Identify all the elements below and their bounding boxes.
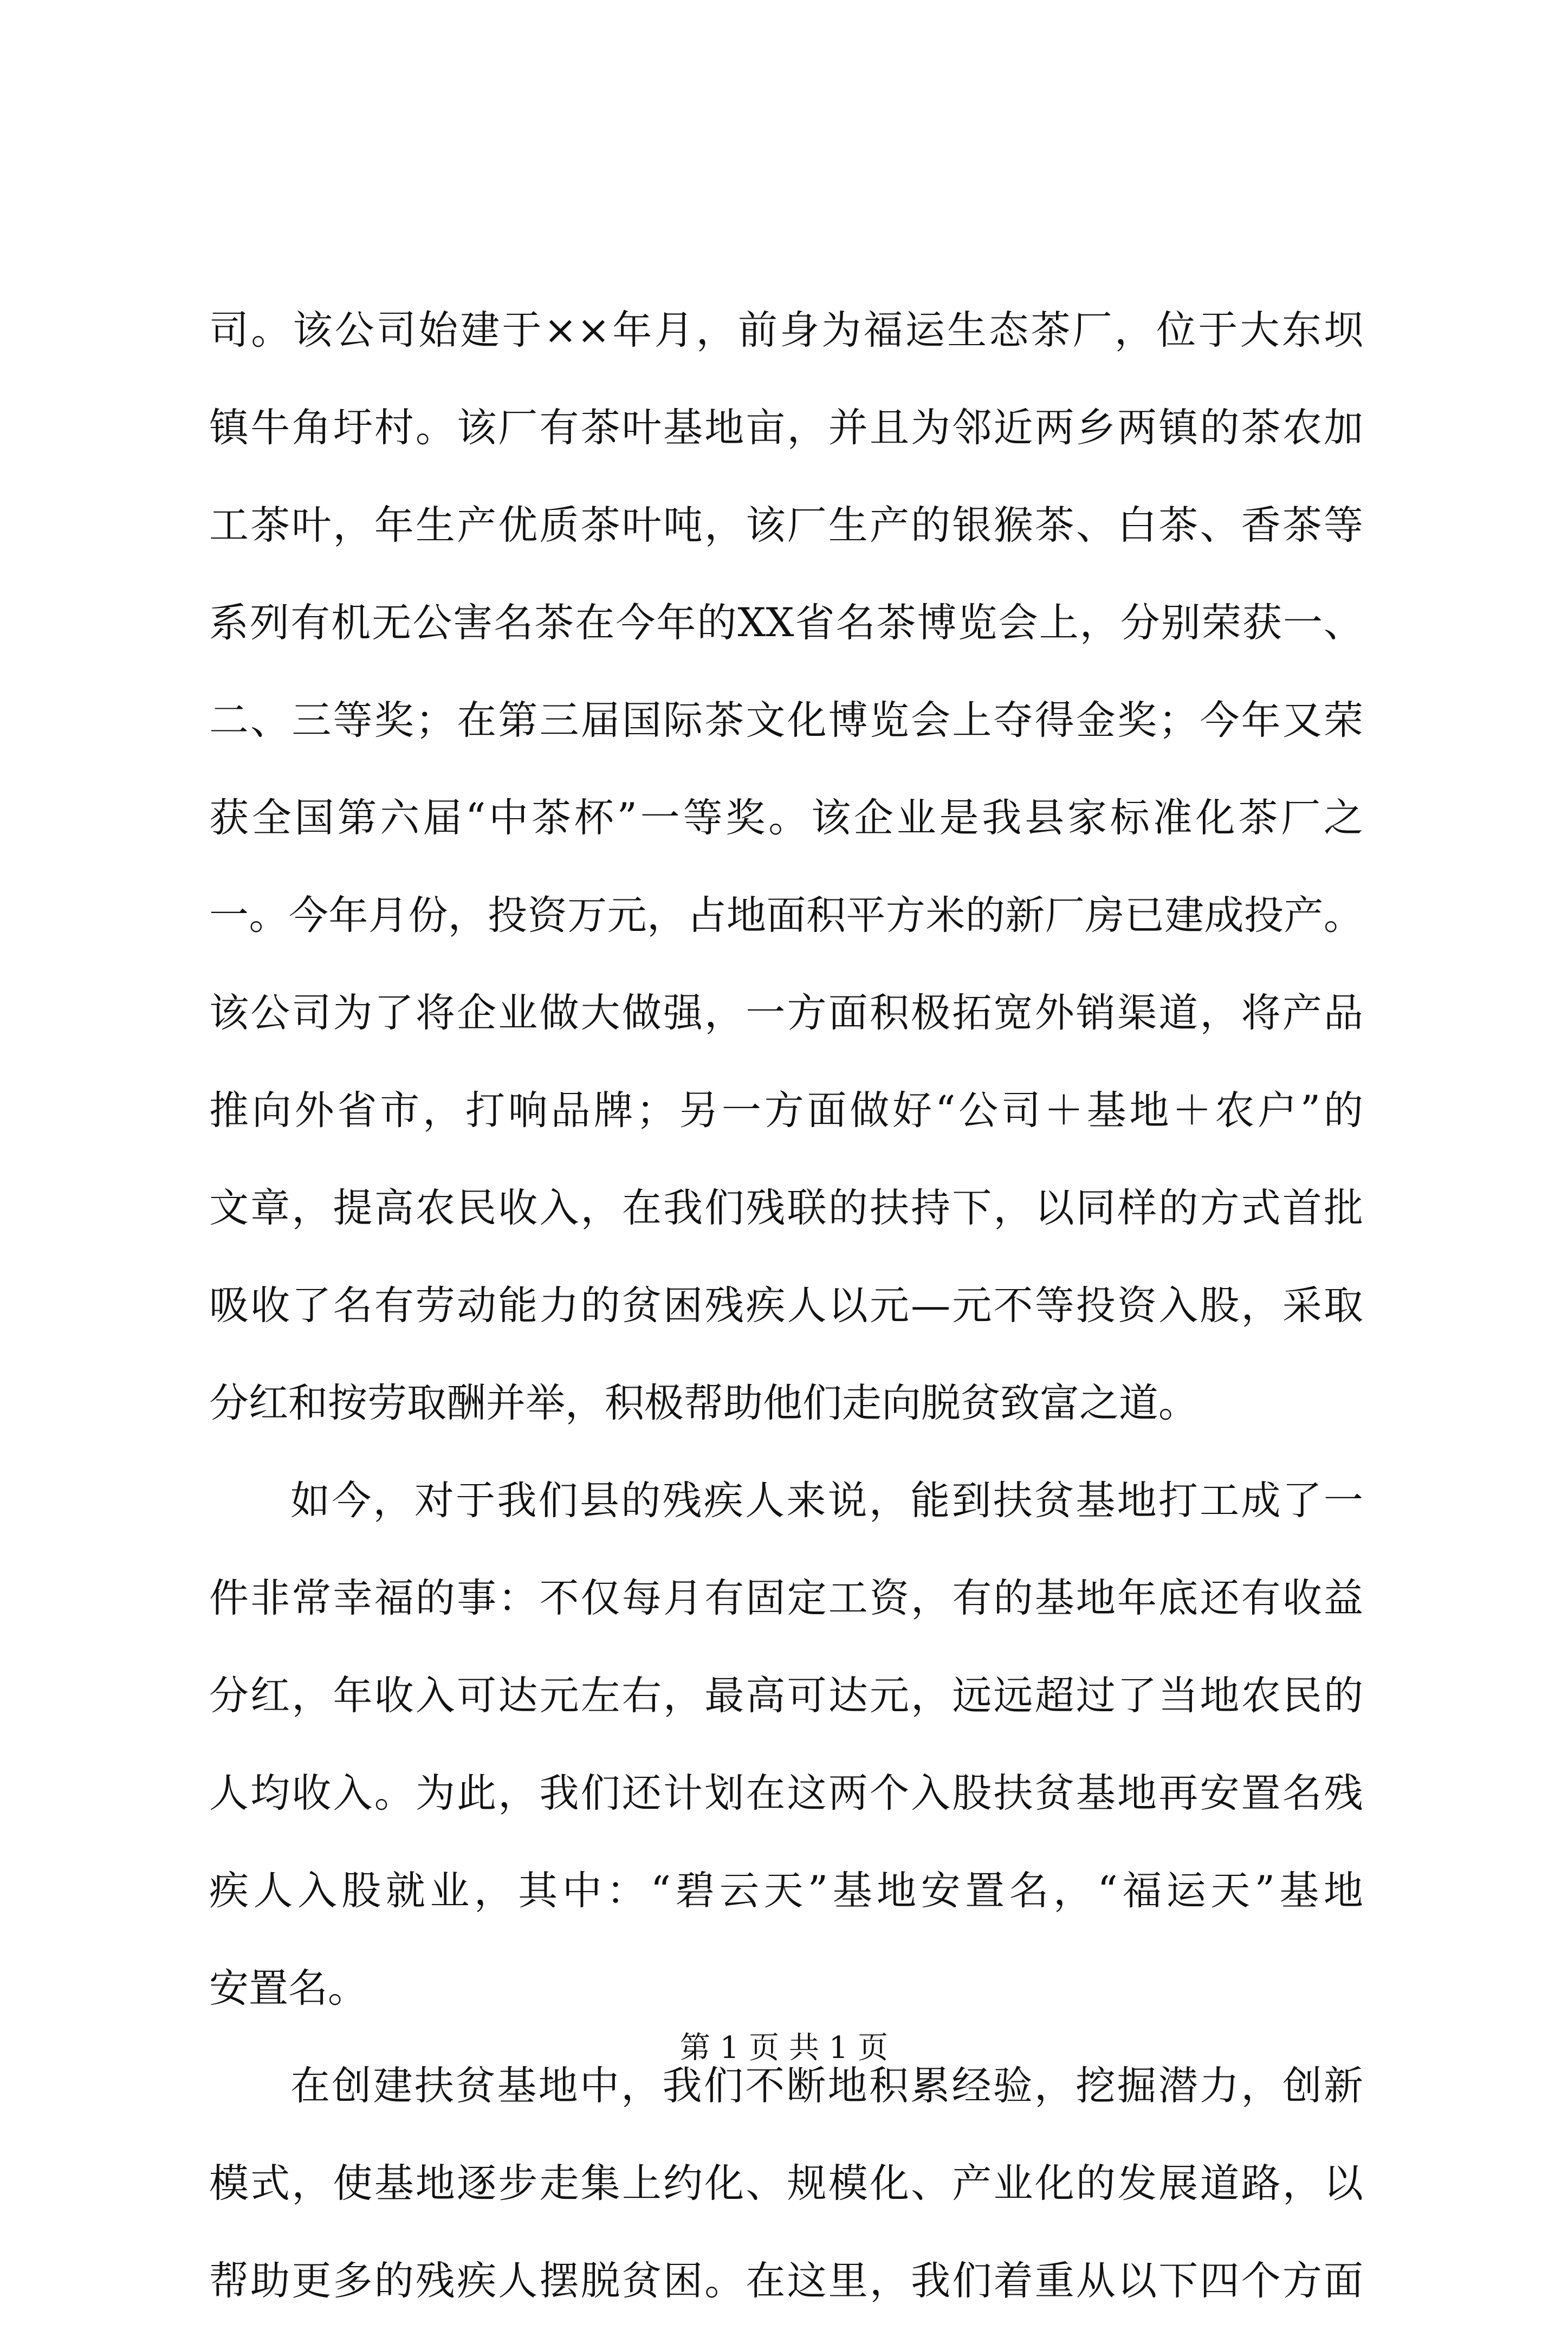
text-line: 在创建扶贫基地中，我们不断地积累经验，挖掘潜力，创新	[290, 2063, 1363, 2109]
paragraph-2	[209, 1452, 1363, 2037]
text-line: 模式，使基地逐步走集上约化、规模化、产业化的发展道路，以	[209, 2160, 1363, 2206]
text-line: 人均收入。为此，我们还计划在这两个入股扶贫基地再安置名残	[209, 1770, 1363, 1816]
text-line: 如今，对于我们县的残疾人来说，能到扶贫基地打工成了一	[290, 1478, 1363, 1524]
text-line: 获全国第六届“中茶杯”一等奖。该企业是我县家标准化茶厂之	[209, 795, 1363, 841]
text-line: 二、三等奖；在第三届国际茶文化博览会上夺得金奖；今年又荣	[209, 697, 1363, 743]
text-line: 件非常幸福的事：不仅每月有固定工资，有的基地年底还有收益	[209, 1575, 1363, 1621]
text-line: 分红和按劳取酬并举，积极帮助他们走向脱贫致富之道。	[209, 1380, 1198, 1426]
text-line: 该公司为了将企业做大做强，一方面积极拓宽外销渠道，将产品	[209, 990, 1363, 1036]
paragraph-3	[209, 2037, 1363, 2330]
text-line: 帮助更多的残疾人摆脱贫困。在这里，我们着重从以下四个方面	[209, 2258, 1363, 2304]
text-line: 工茶叶，年生产优质茶叶吨，该厂生产的银猴茶、白茶、香茶等	[209, 502, 1363, 548]
text-line: 吸收了名有劳动能力的贫困残疾人以元—元不等投资入股，采取	[209, 1283, 1363, 1329]
text-line: 安置名。	[209, 1965, 367, 2011]
paragraph-1	[209, 282, 1363, 1452]
page-number-footer: 第 1 页 共 1 页	[679, 2030, 889, 2066]
text-line: 分红，年收入可达元左右，最高可达元，远远超过了当地农民的	[209, 1673, 1363, 1719]
text-line: 镇牛角圩村。该厂有茶叶基地亩，并且为邻近两乡两镇的茶农加	[209, 405, 1363, 451]
text-line: 一。今年月份，投资万元，占地面积平方米的新厂房已建成投产。	[209, 892, 1363, 939]
text-line: 系列有机无公害名茶在今年的XX省名茶博览会上，分别荣获一、	[209, 600, 1363, 646]
document-body	[209, 282, 1363, 2330]
text-line: 疾人入股就业，其中：“碧云天”基地安置名，“福运天”基地	[209, 1868, 1363, 1914]
text-line: 推向外省市，打响品牌；另一方面做好“公司＋基地＋农户”的	[209, 1088, 1363, 1134]
text-line: 司。该公司始建于××年月，前身为福运生态茶厂，位于大东坝	[209, 307, 1363, 353]
text-line: 文章，提高农民收入，在我们残联的扶持下，以同样的方式首批	[209, 1185, 1363, 1231]
